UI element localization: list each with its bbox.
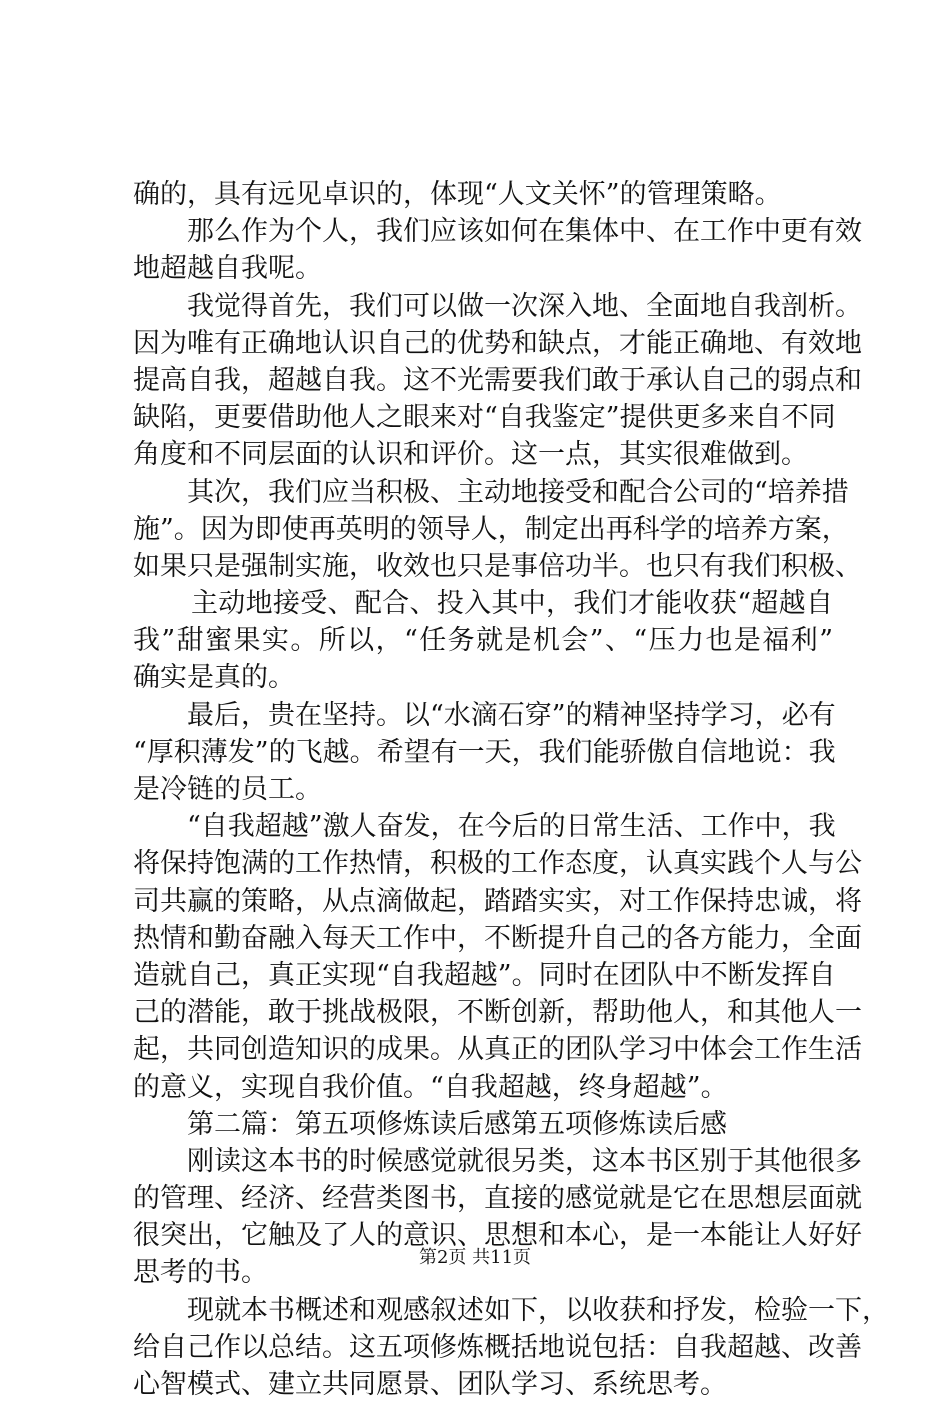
body-text-line: 那么作为个人，我们应该如何在集体中、在工作中更有效	[187, 216, 862, 248]
body-text-line: 己的潜能，敢于挑战极限，不断创新，帮助他人，和其他人一	[133, 997, 862, 1029]
page-footer: 第2页 共11页	[418, 1247, 532, 1268]
document-body	[133, 176, 889, 1403]
body-text-line: 是冷链的员工。	[133, 774, 322, 805]
body-text-line: 其次，我们应当积极、主动地接受和配合公司的“培养措	[187, 476, 849, 508]
body-text-line: 施”。因为即使再英明的领导人，制定出再科学的培养方案，	[133, 513, 849, 545]
body-text-line: 角度和不同层面的认识和评价。这一点，其实很难做到。	[133, 439, 808, 471]
body-text-line: 给自己作以总结。这五项修炼概括地说包括：自我超越、改善	[133, 1331, 862, 1363]
body-text-line: 缺陷，更要借助他人之眼来对“自我鉴定”提供更多来自不同	[133, 402, 836, 434]
body-text-line: 第二篇：第五项修炼读后感第五项修炼读后感	[187, 1108, 727, 1140]
body-text-line: 刚读这本书的时候感觉就很另类，这本书区别于其他很多	[187, 1145, 862, 1177]
body-text-line: 确的，具有远见卓识的，体现“人文关怀”的管理策略。	[133, 179, 782, 210]
body-text-line: 如果只是强制实施，收效也只是事倍功半。也只有我们积极、	[133, 550, 862, 582]
body-text-line: 因为唯有正确地认识自己的优势和缺点，才能正确地、有效地	[133, 327, 862, 359]
body-text-line: 确实是真的。	[133, 662, 295, 694]
body-text-line: 造就自己，真正实现“自我超越”。同时在团队中不断发挥自	[133, 959, 836, 991]
body-text-line: 最后，贵在坚持。以“水滴石穿”的精神坚持学习，必有	[187, 699, 836, 731]
body-text-line: 很突出，它触及了人的意识、思想和本心，是一本能让人好好	[133, 1220, 862, 1252]
body-text-line: 司共赢的策略，从点滴做起，踏踏实实，对工作保持忠诚，将	[133, 885, 862, 917]
body-text-line: “自我超越”激人奋发，在今后的日常生活、工作中，我	[187, 811, 836, 843]
body-text-line: 起，共同创造知识的成果。从真正的团队学习中体会工作生活	[133, 1034, 862, 1066]
body-text-line: 心智模式、建立共同愿景、团队学习、系统思考。	[133, 1369, 727, 1400]
body-text-line: 现就本书概述和观感叙述如下，以收获和抒发，检验一下，	[187, 1294, 889, 1326]
body-text-line: 的意义，实现自我价值。“自我超越，终身超越”。	[133, 1071, 728, 1103]
body-text-line: 主动地接受、配合、投入其中，我们才能收获“超越自	[191, 588, 833, 620]
body-text-line: 地超越自我呢。	[133, 253, 322, 285]
body-text-line: 将保持饱满的工作热情，积极的工作态度，认真实践个人与公	[133, 848, 862, 880]
body-text-line: 我觉得首先，我们可以做一次深入地、全面地自我剖析。	[187, 290, 862, 322]
body-text-line: 我”甜蜜果实。所以，“任务就是机会”、“压力也是福利”	[133, 625, 833, 657]
body-text-line: “厚积薄发”的飞越。希望有一天，我们能骄傲自信地说：我	[133, 736, 836, 768]
body-text-line: 的管理、经济、经营类图书，直接的感觉就是它在思想层面就	[133, 1183, 862, 1215]
body-text-line: 提高自我，超越自我。这不光需要我们敢于承认自己的弱点和	[133, 364, 862, 396]
body-text-line: 热情和勤奋融入每天工作中，不断提升自己的各方能力，全面	[133, 922, 862, 954]
body-text-line: 思考的书。	[133, 1257, 268, 1289]
